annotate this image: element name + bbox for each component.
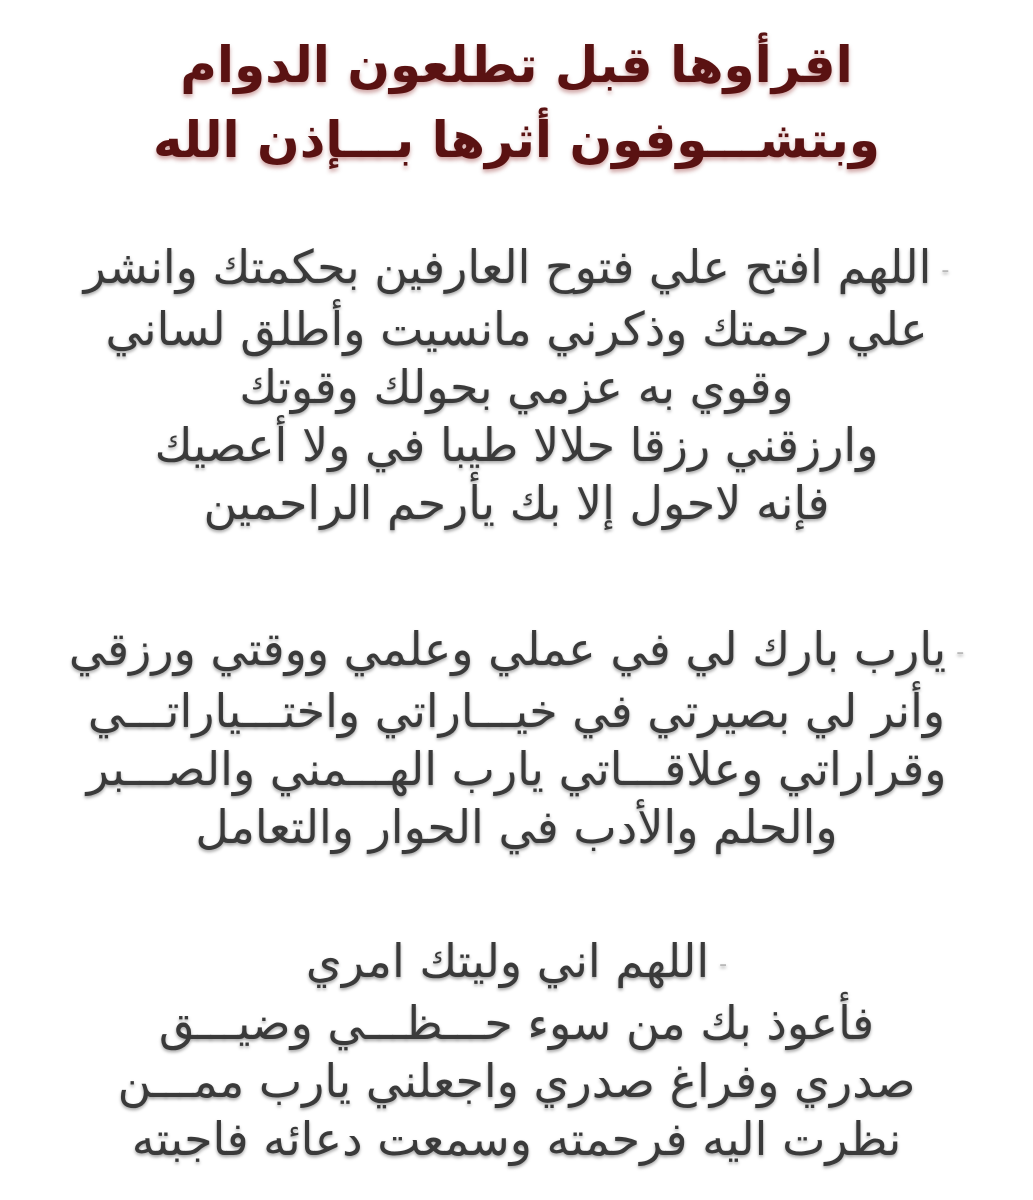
paragraph-line: -اللهم اني وليتك امري: [60, 932, 973, 994]
paragraph-line: علي رحمتك وذكرني مانسيت وأطلق لساني: [105, 301, 928, 356]
prayer-paragraph-1: [60, 238, 973, 532]
bullet-dash: -: [941, 257, 950, 283]
bullet-dash: -: [719, 951, 728, 977]
bullet-dash: -: [956, 639, 965, 665]
paragraph-line: وأنر لي بصيرتي في خيـــاراتي واختـــياراتـــي: [87, 683, 946, 738]
paragraph-line: صدري وفراغ صدري واجعلني يارب ممـــن: [117, 1053, 916, 1108]
title-line-2: وبتشـــوفون أثرها بـــإذن الله: [152, 111, 880, 169]
paragraph-line: والحلم والأدب في الحوار والتعامل: [195, 799, 838, 854]
paragraph-line: -يارب بارك لي في عملي وعلمي ووقتي ورزقي: [60, 620, 973, 682]
paragraph-line: وارزقني رزقا حلالا طيبا في ولا أعصيك: [154, 417, 879, 472]
paragraph-line: فإنه لاحول إلا بك يأرحم الراحمين: [203, 475, 830, 530]
paragraph-line: وقوي به عزمي بحولك وقوتك: [239, 359, 794, 414]
title-line-1: اقرأوها قبل تطلعون الدوام: [180, 36, 853, 94]
paragraph-line: فأعوذ بك من سوء حـــظـــي وضيـــق: [158, 995, 875, 1050]
paragraph-line: وقراراتي وعلاقـــاتي يارب الهـــمني والصـــبر: [86, 741, 947, 796]
prayer-paragraph-3: [60, 932, 973, 1168]
paragraph-line: نظرت اليه فرحمته وسمعت دعائه فاجبته: [131, 1111, 902, 1166]
paragraph-line: -اللهم افتح علي فتوح العارفين بحكمتك وانشر: [60, 238, 973, 300]
prayer-paragraph-2: [60, 620, 973, 856]
